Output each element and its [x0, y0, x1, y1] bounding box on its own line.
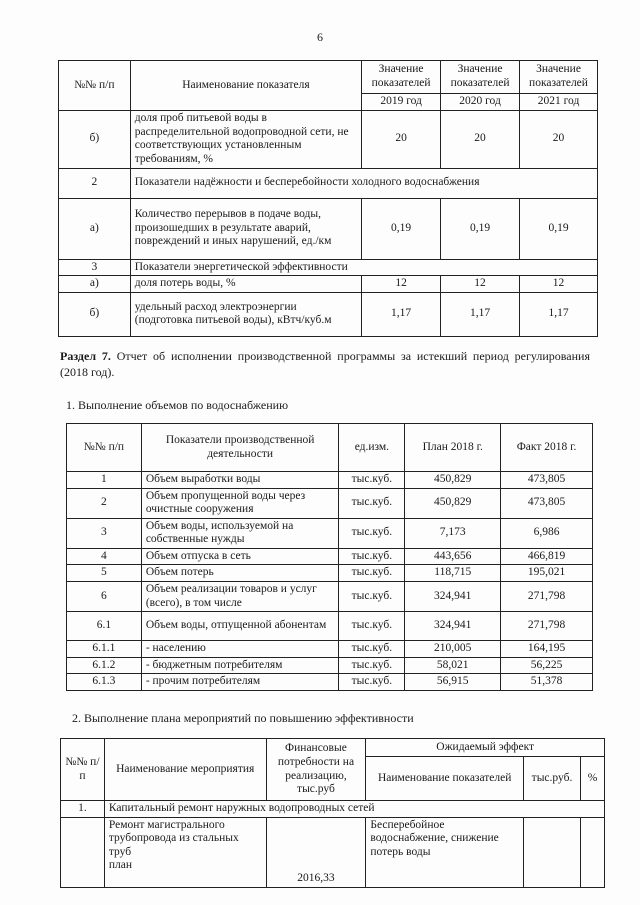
header-measure-name: Наименование мероприятия — [104, 739, 266, 801]
table-row — [61, 817, 605, 887]
table-row: 1 Объем выработки воды тыс.куб. 450,829 473,805 — [67, 472, 593, 489]
measure-effect: Бесперебойное водоснабжение, снижение потерь воды — [366, 817, 524, 887]
volumes-table — [66, 423, 593, 691]
table-row: 6.1.1 - населению тыс.куб. 210,005 164,195 — [67, 641, 593, 658]
table-row: 6.1.3 - прочим потребителям тыс.куб. 56,915 51,378 — [67, 674, 593, 691]
page-number: 6 — [317, 30, 323, 44]
measure-name: Ремонт магистрального трубопровода из стальных труб — [108, 818, 239, 858]
header-fact: Факт 2018 г. — [501, 424, 593, 472]
header-indicator-name: Наименование показателя — [130, 61, 361, 111]
table-row: 2 Объем пропущенной воды через очистные сооружения тыс.куб. 450,829 473,805 — [67, 488, 593, 518]
header-effect-indicators: Наименование показателей — [366, 757, 524, 801]
measure-financing: 2016,33 — [266, 817, 366, 887]
table-section-row: 1. Капитальный ремонт наружных водопроводных сетей — [61, 801, 605, 818]
header-num: №№ п/п — [59, 61, 131, 111]
section-7-heading — [60, 349, 590, 380]
measures-table — [60, 738, 605, 888]
table-row: 5 Объем потерь тыс.куб. 118,715 195,021 — [67, 565, 593, 582]
subheading-efficiency-plan: 2. Выполнение плана мероприятий по повышению эффективности — [72, 711, 414, 725]
subheading-water-volumes: 1. Выполнение объемов по водоснабжению — [66, 398, 289, 412]
header-year: 2020 год — [441, 94, 520, 111]
table-row: б) доля проб питьевой воды в распределительной водопроводной сети, не соответствующих установленным требованиям, % 20 20 20 — [59, 110, 598, 168]
table-row: а) доля потерь воды, % 12 12 12 — [59, 276, 598, 293]
header-plan: План 2018 г. — [405, 424, 501, 472]
table-row: 6.1 Объем воды, отпущенной абонентам тыс.куб. 324,941 271,798 — [67, 612, 593, 641]
header-expected-effect: Ожидаемый эффект — [366, 739, 605, 757]
table-row: б) удельный расход электроэнергии (подготовка питьевой воды), кВтч/куб.м 1,17 1,17 1,17 — [59, 292, 598, 336]
header-num: №№ п/п — [61, 739, 105, 801]
header-year: 2021 год — [520, 94, 598, 111]
header-value: Значение показателей — [362, 61, 441, 94]
measure-plan-label: план — [108, 859, 133, 872]
header-effect-rub: тыс.руб. — [524, 757, 581, 801]
header-activity: Показатели производственной деятельности — [141, 424, 339, 472]
header-value: Значение показателей — [520, 61, 598, 94]
table-row: а) Количество перерывов в подаче воды, произошедших в результате аварий, повреждений и иных нарушений, ед./км 0,19 0,19 0,19 — [59, 198, 598, 259]
header-unit: ед.изм. — [339, 424, 405, 472]
section-7-label: Раздел 7. — [60, 349, 111, 363]
table-section-row: 2 Показатели надёжности и бесперебойности холодного водоснабжения — [59, 168, 598, 198]
table-section-row: 3 Показатели энергетической эффективности — [59, 259, 598, 276]
table-row: 3 Объем воды, используемой на собственные нужды тыс.куб. 7,173 6,986 — [67, 518, 593, 548]
header-year: 2019 год — [362, 94, 441, 111]
table-row: 6 Объем реализации товаров и услуг (всего), в том числе тыс.куб. 324,941 271,798 — [67, 581, 593, 611]
table-row: 6.1.2 - бюджетным потребителям тыс.куб. 58,021 56,225 — [67, 657, 593, 674]
header-effect-percent: % — [580, 757, 604, 801]
section-7-text: Отчет об исполнении производственной программы за истекший период регулирования (2018 год). — [60, 349, 590, 379]
indicators-table — [58, 60, 598, 337]
header-financing: Финансовые потребности на реализацию, тыс.руб — [266, 739, 366, 801]
table-row: 4 Объем отпуска в сеть тыс.куб. 443,656 466,819 — [67, 548, 593, 565]
header-value: Значение показателей — [441, 61, 520, 94]
header-num: №№ п/п — [67, 424, 142, 472]
